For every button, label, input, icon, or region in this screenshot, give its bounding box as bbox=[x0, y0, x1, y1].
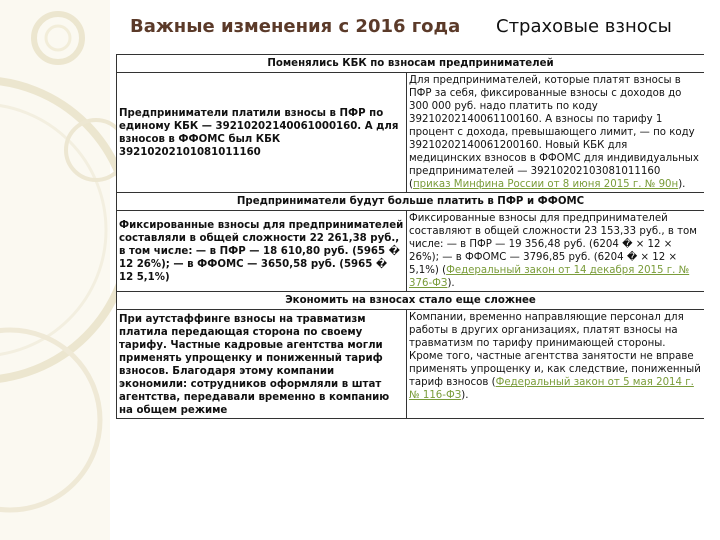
new-rule-text: Фиксированные взносы для предпринимателей составляют в общей сложности 23 153,33 руб., в том числе: — в ПФР — 19 356,48 руб. (6204 � × 12 × 26%); — в ФФОМС — 3796,85 руб. (6204 � × 12 × 5,1%) ( bbox=[409, 213, 697, 276]
new-rule-text: Компании, временно направляющие персонал для работы в других организациях, платят взносы на травматизм по тарифу принимающей стороны. Кроме того, частные агентства занятости не вправе применять упрощенку и, как следствие, пониженный тариф взносов ( bbox=[409, 312, 701, 388]
new-rule-cell bbox=[407, 211, 705, 292]
table-row bbox=[117, 310, 705, 419]
new-rule-text: Для предпринимателей, которые платят взносы в ПФР за себя, фиксированные взносы с доходов до 300 000 руб. надо платить по коду 39210202140061100160. А взносы по тарифу 1 процент с дохода, превышающего лимит, — по коду 39210202140061200160. Новый КБК для медицинских взносов в ФФОМС для индивидуальных предпринимателей — 39210202103081011160 ( bbox=[409, 75, 699, 190]
section-heading-row bbox=[117, 193, 705, 211]
section-heading: Предприниматели будут больше платить в ПФР и ФФОМС bbox=[117, 193, 705, 211]
section-heading-row bbox=[117, 292, 705, 310]
old-rule-cell: При аутстаффинге взносы на травматизм платила передающая сторона по своему тарифу. Частные кадровые агентства могли применять упрощенку и пониженный тариф взносов. Благодаря этому компании экономили: сотрудников оформляли в штат агентства, передавали временно в компанию на общем режиме bbox=[117, 310, 407, 419]
law-link[interactable]: Федеральный закон от 5 мая 2014 г. № 116-ФЗ bbox=[409, 377, 694, 401]
changes-table bbox=[116, 54, 704, 419]
table-row bbox=[117, 73, 705, 193]
new-rule-tail: ). bbox=[461, 390, 469, 401]
law-link[interactable]: приказ Минфина России от 8 июня 2015 г. № 90н bbox=[412, 179, 679, 190]
section-heading-row bbox=[117, 55, 705, 73]
new-rule-cell bbox=[407, 73, 705, 193]
new-rule-cell bbox=[407, 310, 705, 419]
old-rule-cell: Предприниматели платили взносы в ПФР по единому КБК — 39210202140061000160. А для взносов в ФФОМС был КБК 39210202101081011160 bbox=[117, 73, 407, 193]
section-heading: Поменялись КБК по взносам предпринимателей bbox=[117, 55, 705, 73]
old-rule-cell: Фиксированные взносы для предпринимателей составляли в общей сложности 22 261,38 руб., в том числе: — в ПФР — 18 610,80 руб. (5965 � 12 26%); — в ФФОМС — 3650,58 руб. (5965 � 12 5,1%) bbox=[117, 211, 407, 292]
section-heading: Экономить на взносах стало еще сложнее bbox=[117, 292, 705, 310]
page-header bbox=[118, 14, 718, 44]
law-link[interactable]: Федеральный закон от 14 декабря 2015 г. № 376-ФЗ bbox=[409, 265, 690, 289]
page-title: Важные изменения с 2016 года bbox=[130, 16, 461, 37]
page-subtitle: Страховые взносы bbox=[496, 16, 672, 37]
table-row bbox=[117, 211, 705, 292]
new-rule-tail: ). bbox=[678, 179, 686, 190]
changes-table-container bbox=[116, 54, 704, 540]
new-rule-tail: ). bbox=[447, 278, 455, 289]
